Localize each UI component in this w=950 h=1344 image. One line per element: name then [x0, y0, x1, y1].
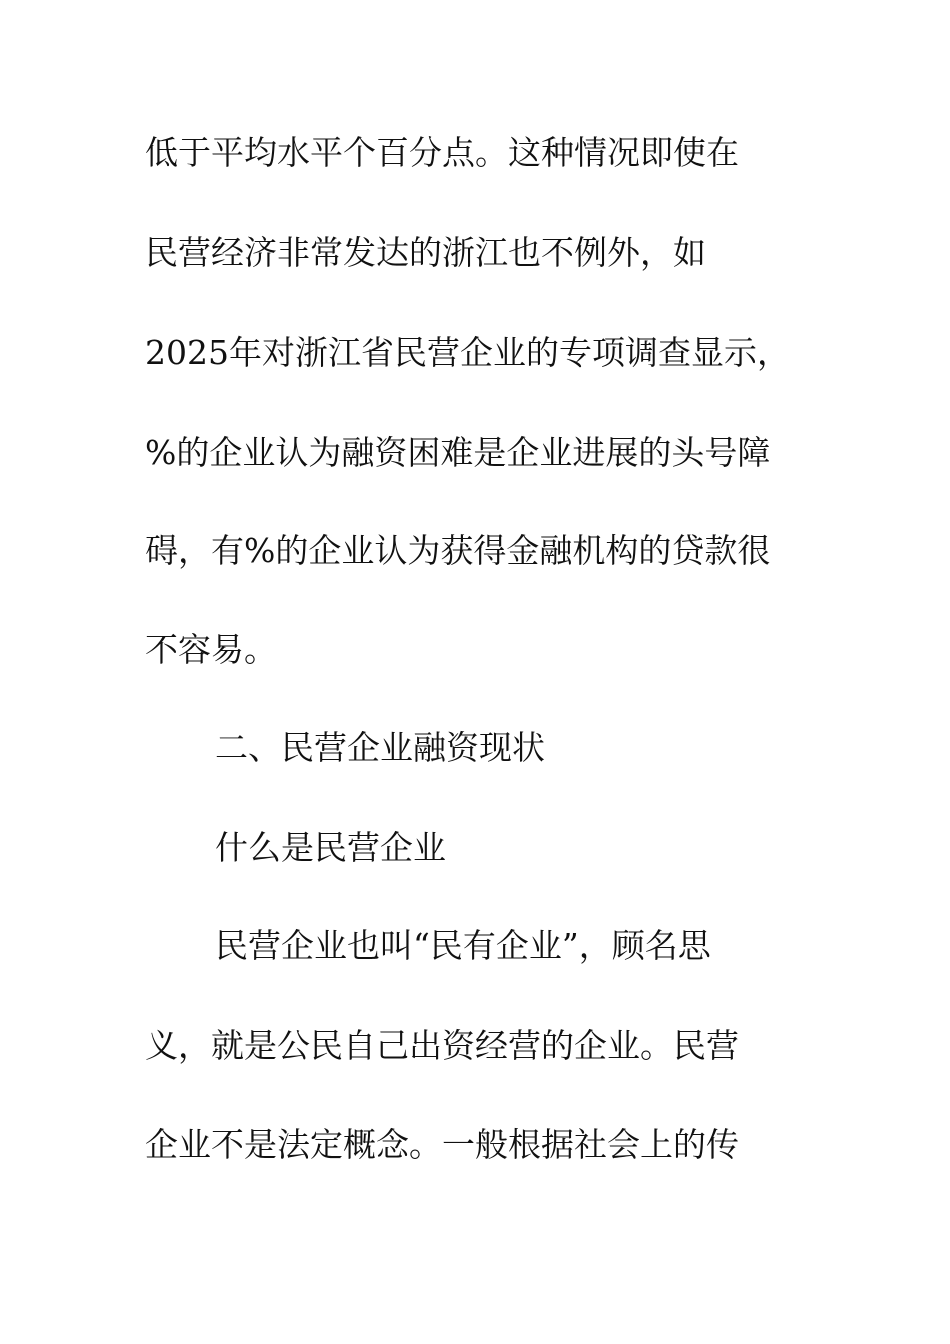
paragraph-line: 民营经济非常发达的浙江也不例外，如: [145, 233, 706, 272]
paragraph-line: 不容易。: [145, 630, 277, 669]
paragraph-line: 2025年对浙江省民营企业的专项调查显示，: [145, 333, 790, 372]
paragraph-line: 低于平均水平个百分点。这种情况即使在: [145, 133, 739, 172]
section-heading: 二、民营企业融资现状: [215, 728, 545, 767]
paragraph-line: 义，就是公民自己出资经营的企业。民营: [145, 1026, 739, 1065]
paragraph-line: 碍，有%的企业认为获得金融机构的贷款很: [145, 531, 771, 570]
paragraph-line: 民营企业也叫“民有企业”，顾名思: [215, 926, 711, 965]
subsection-heading: 什么是民营企业: [215, 828, 446, 867]
paragraph-line: %的企业认为融资困难是企业进展的头号障: [145, 433, 771, 472]
paragraph-line: 企业不是法定概念。一般根据社会上的传: [145, 1125, 739, 1164]
